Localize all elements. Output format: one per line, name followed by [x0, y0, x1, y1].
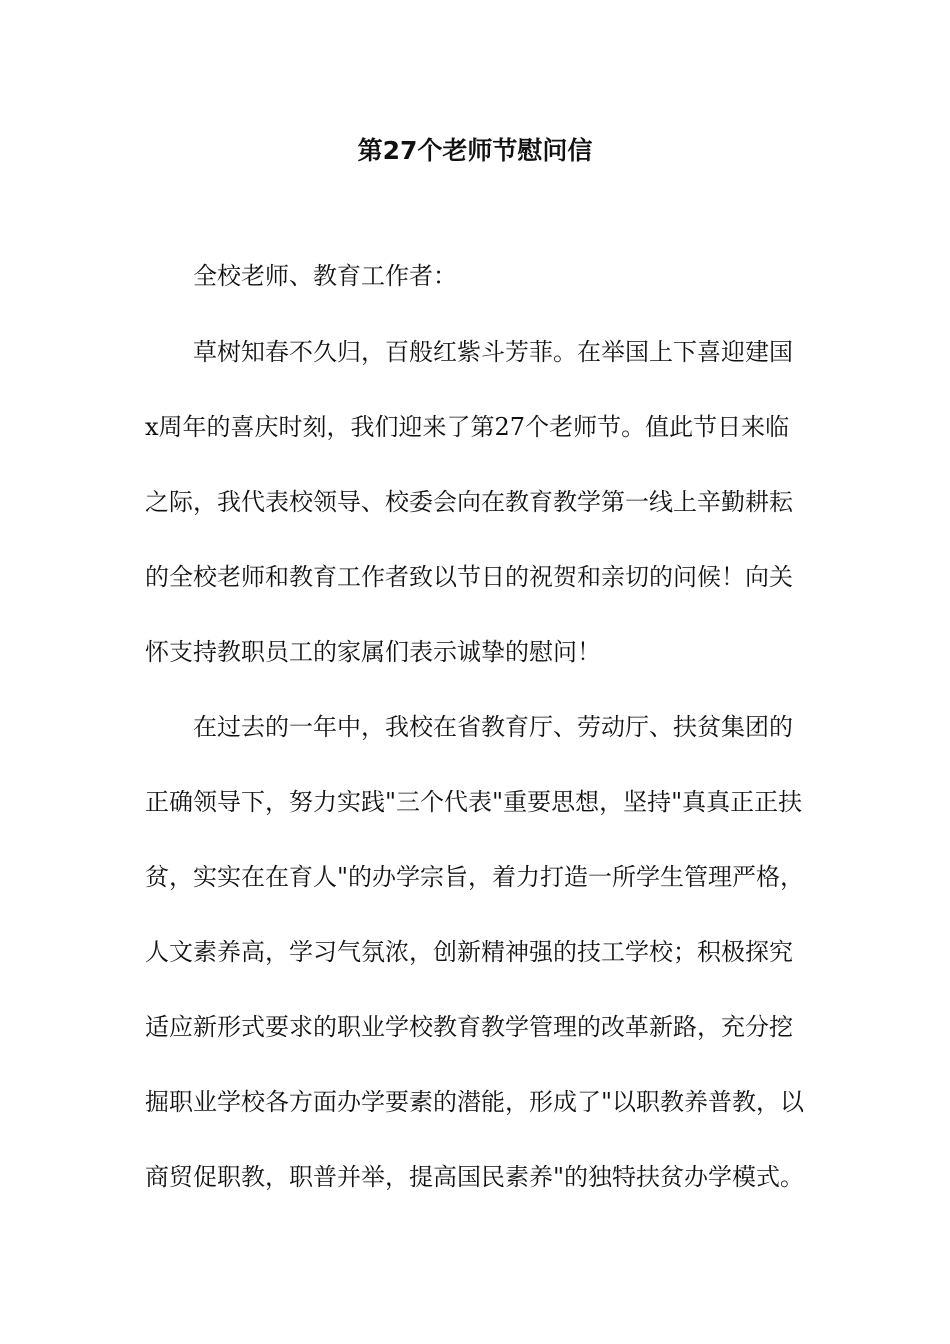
- paragraph-line: 怀支持教职员工的家属们表示诚挚的慰问！: [145, 638, 601, 666]
- paragraph-line: 人文素养高，学习气氛浓，创新精神强的技工学校；积极探究: [145, 938, 793, 966]
- paragraph-line: 之际，我代表校领导、校委会向在教育教学第一线上辛勤耕耘: [145, 488, 793, 516]
- salutation: 全校老师、教育工作者：: [193, 262, 457, 290]
- paragraph-line: 掘职业学校各方面办学要素的潜能，形成了"以职教养普教，以: [145, 1088, 805, 1116]
- document-title: 第27个老师节慰问信: [357, 136, 593, 165]
- paragraph-line: x周年的喜庆时刻，我们迎来了第27个老师节。值此节日来临: [145, 413, 790, 441]
- paragraph-line: 在过去的一年中，我校在省教育厅、劳动厅、扶贫集团的: [193, 713, 793, 741]
- paragraph-line: 适应新形式要求的职业学校教育教学管理的改革新路，充分挖: [145, 1013, 793, 1041]
- paragraph-line: 的全校老师和教育工作者致以节日的祝贺和亲切的问候！向关: [145, 563, 793, 591]
- paragraph-line: 商贸促职教，职普并举，提高国民素养"的独特扶贫办学模式。: [145, 1163, 805, 1191]
- paragraph-line: 草树知春不久归，百般红紫斗芳菲。在举国上下喜迎建国: [193, 338, 793, 366]
- paragraph-line: 正确领导下，努力实践"三个代表"重要思想，坚持"真真正正扶: [145, 788, 803, 816]
- paragraph-line: 贫，实实在在育人"的办学宗旨，着力打造一所学生管理严格，: [145, 863, 805, 891]
